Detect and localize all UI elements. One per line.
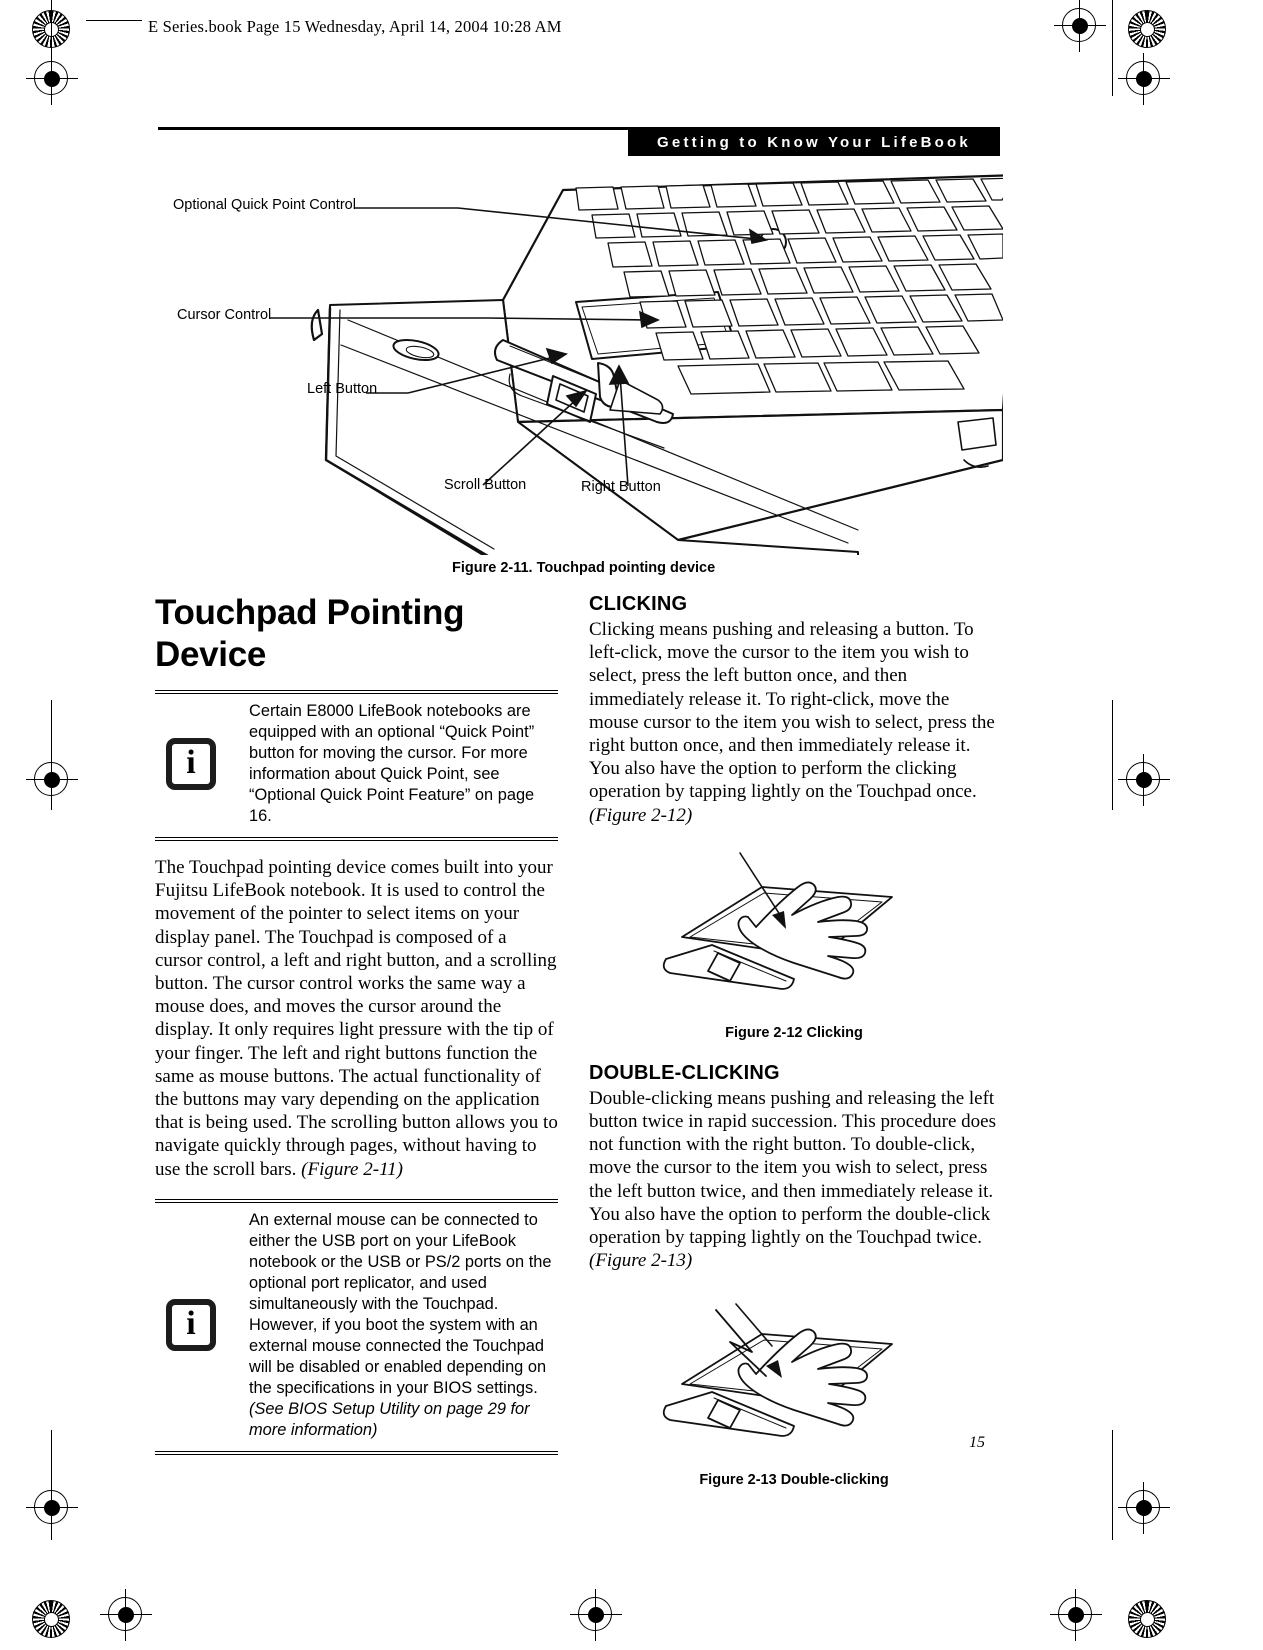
callout-scroll-button: Scroll Button bbox=[444, 477, 527, 493]
right-column bbox=[589, 592, 999, 1488]
double-clicking-body-text: Double-clicking means pushing and releasing the left button twice in rapid succession. This procedure does not function with the right button. To double-click, move the cursor to the item you wish to select, press the left button twice, and then immediately release it. You also have the option to perform the double-click operation by tapping lightly on the Touchpad twice. bbox=[589, 1087, 996, 1249]
note-box-quick-point bbox=[155, 690, 558, 838]
touchpad-body-text: The Touchpad pointing device comes built into your Fujitsu LifeBook notebook. It is used to control the movement of the pointer to select items on your display panel. The Touchpad is composed of a cursor control, a left and right button, and a scrolling button. The cursor control works the same way a mouse does, and moves the cursor around the display. It only requires light pressure with the tip of your finger. The left and right buttons function the same as mouse buttons. The actual functionality of the buttons may vary depending on the application that is being used. The scrolling button allows you to navigate quickly through pages, without having to use the scroll bars. bbox=[155, 857, 558, 1180]
clicking-figure-ref: (Figure 2-12) bbox=[589, 804, 693, 826]
note2-text-italic: (See BIOS Setup Utility on page 29 for more information) bbox=[249, 1399, 530, 1439]
page-number: 15 bbox=[969, 1434, 985, 1451]
information-icon: i bbox=[166, 1299, 216, 1351]
note-text-quick-point: Certain E8000 LifeBook notebooks are equipped with an optional “Quick Point” button for moving the cursor. For more information about Quick Point, see “Optional Quick Point Feature” on page 16. bbox=[249, 702, 535, 825]
figure-2-12-caption: Figure 2-12 Clicking bbox=[725, 1024, 863, 1041]
figure-2-11-caption: Figure 2-11. Touchpad pointing device bbox=[452, 560, 716, 576]
figure-2-13-illustration bbox=[644, 1288, 944, 1458]
note-text-external-mouse bbox=[219, 1210, 558, 1441]
note-box-external-mouse bbox=[155, 1199, 558, 1452]
touchpad-body-figure-ref: (Figure 2-11) bbox=[301, 1158, 403, 1180]
note2-rule-bottom bbox=[155, 1451, 558, 1452]
callout-optional-quick-point-control: Optional Quick Point Control bbox=[173, 197, 356, 213]
double-clicking-figure-ref: (Figure 2-13) bbox=[589, 1250, 693, 1272]
chapter-banner bbox=[628, 130, 1000, 156]
note2-text-main: An external mouse can be connected to either the USB port on your LifeBook notebook or the USB or PS/2 ports on the optional port replicator, and used simultaneously with the Touchpad. However, if you boot the system with an external mouse connected the Touchpad will be disabled or enabled depending on the specifications in your BIOS settings. bbox=[249, 1210, 552, 1397]
heading-double-clicking: DOUBLE-CLICKING bbox=[589, 1061, 780, 1084]
note-rule-top bbox=[155, 690, 558, 691]
chapter-banner-title: Getting to Know Your LifeBook bbox=[657, 134, 971, 151]
note-rule-bottom bbox=[155, 837, 558, 838]
clicking-body-text: Clicking means pushing and releasing a button. To left-click, move the cursor to the item you wish to select, press the left button once, and then immediately release it. To right-click, move the mouse cursor to the item you wish to select, press the right button once, and then immediately release it. You also have the option to perform the clicking operation by tapping lightly on the Touchpad once. bbox=[589, 619, 995, 803]
figure-2-13-caption: Figure 2-13 Double-clicking bbox=[699, 1472, 889, 1489]
note2-icon-wrapper bbox=[155, 1299, 219, 1351]
information-icon: i bbox=[166, 738, 216, 790]
left-column bbox=[155, 592, 558, 1452]
touchpad-body-paragraph bbox=[155, 856, 558, 1181]
heading-clicking: CLICKING bbox=[589, 593, 688, 615]
note-icon-wrapper bbox=[155, 738, 219, 790]
note2-rule-top bbox=[155, 1199, 558, 1200]
page-title: Touchpad Pointing Device bbox=[155, 593, 465, 674]
figure-2-12-illustration bbox=[644, 841, 944, 1011]
callout-right-button: Right Button bbox=[581, 479, 661, 495]
double-clicking-body-paragraph bbox=[589, 1087, 999, 1273]
clicking-body-paragraph bbox=[589, 618, 999, 827]
figure-2-12 bbox=[589, 841, 999, 1041]
figure-2-11-illustration bbox=[158, 160, 1003, 555]
figure-2-13 bbox=[589, 1288, 999, 1488]
page-header-text: E Series.book Page 15 Wednesday, April 14, 2004 10:28 AM bbox=[148, 17, 562, 36]
callout-cursor-control: Cursor Control bbox=[177, 307, 272, 323]
callout-left-button: Left Button bbox=[307, 381, 378, 397]
